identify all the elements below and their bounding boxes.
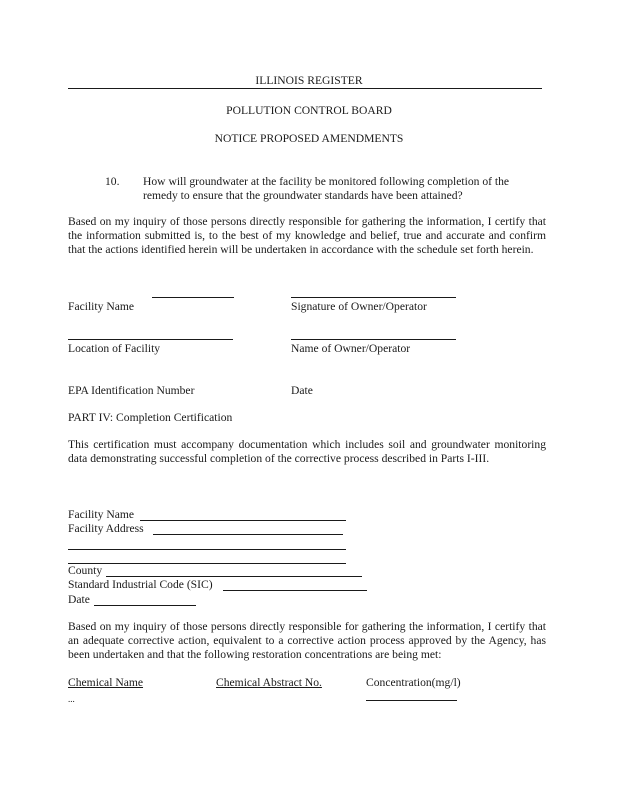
header-divider xyxy=(68,88,542,89)
location-label: Location of Facility xyxy=(68,342,161,355)
p4-date-line[interactable] xyxy=(94,605,196,606)
facility-name-line[interactable] xyxy=(152,297,234,298)
part4-heading: PART IV: Completion Certification xyxy=(68,411,233,424)
location-line[interactable] xyxy=(68,339,233,340)
p4-facility-address-line[interactable] xyxy=(153,534,343,535)
board-title: POLLUTION CONTROL BOARD xyxy=(226,104,392,117)
col-concentration: Concentration(mg/l) xyxy=(366,676,461,689)
concentration-line[interactable] xyxy=(366,700,457,701)
p4-facility-name-line[interactable] xyxy=(140,520,346,521)
p4-facility-address-label: Facility Address xyxy=(68,522,144,535)
question-text: How will groundwater at the facility be monitored following completion of the remedy to ensure that the groundwater standards have been attained? xyxy=(143,175,510,202)
owner-name-label: Name of Owner/Operator xyxy=(291,342,411,355)
p4-date-label: Date xyxy=(68,593,90,606)
col-chemical-abstract-no: Chemical Abstract No. xyxy=(216,676,322,689)
certify-paragraph: Based on my inquiry of those persons directly responsible for gathering the information, I certify that the information submitted is, to the best of my knowledge and belief, true and accurate and confirm that the actions identified herein will be undertaken in accordance with the schedule set forth herein. xyxy=(68,215,546,256)
p4-county-label: County xyxy=(68,564,103,577)
notice-title: NOTICE PROPOSED AMENDMENTS xyxy=(214,132,404,145)
date-label: Date xyxy=(291,384,313,397)
part4-intro: This certification must accompany documentation which includes soil and groundwater monitoring data demonstrating successful completion of the corrective process described in Parts I-III. xyxy=(68,438,546,465)
signature-label: Signature of Owner/Operator xyxy=(291,300,427,313)
p4-sic-label: Standard Industrial Code (SIC) xyxy=(68,578,213,591)
epa-id-label: EPA Identification Number xyxy=(68,384,195,397)
p4-county-line[interactable] xyxy=(106,576,362,577)
owner-name-line[interactable] xyxy=(291,339,456,340)
table-row-marker: ... xyxy=(68,694,75,704)
facility-name-label: Facility Name xyxy=(68,300,135,313)
p4-sic-line[interactable] xyxy=(223,590,367,591)
col-chemical-name: Chemical Name xyxy=(68,676,144,689)
register-title: ILLINOIS REGISTER xyxy=(255,74,363,87)
p4-address-line-3[interactable] xyxy=(68,563,346,564)
signature-line[interactable] xyxy=(291,297,456,298)
part4-closing: Based on my inquiry of those persons directly responsible for gathering the information, I certify that an adequate corrective action, equivalent to a corrective action process approved by the Agency, has been undertaken and that the following restoration concentrations are being met: xyxy=(68,620,546,661)
question-number: 10. xyxy=(105,175,120,188)
p4-address-line-2[interactable] xyxy=(68,549,346,550)
p4-facility-name-label: Facility Name xyxy=(68,508,135,521)
